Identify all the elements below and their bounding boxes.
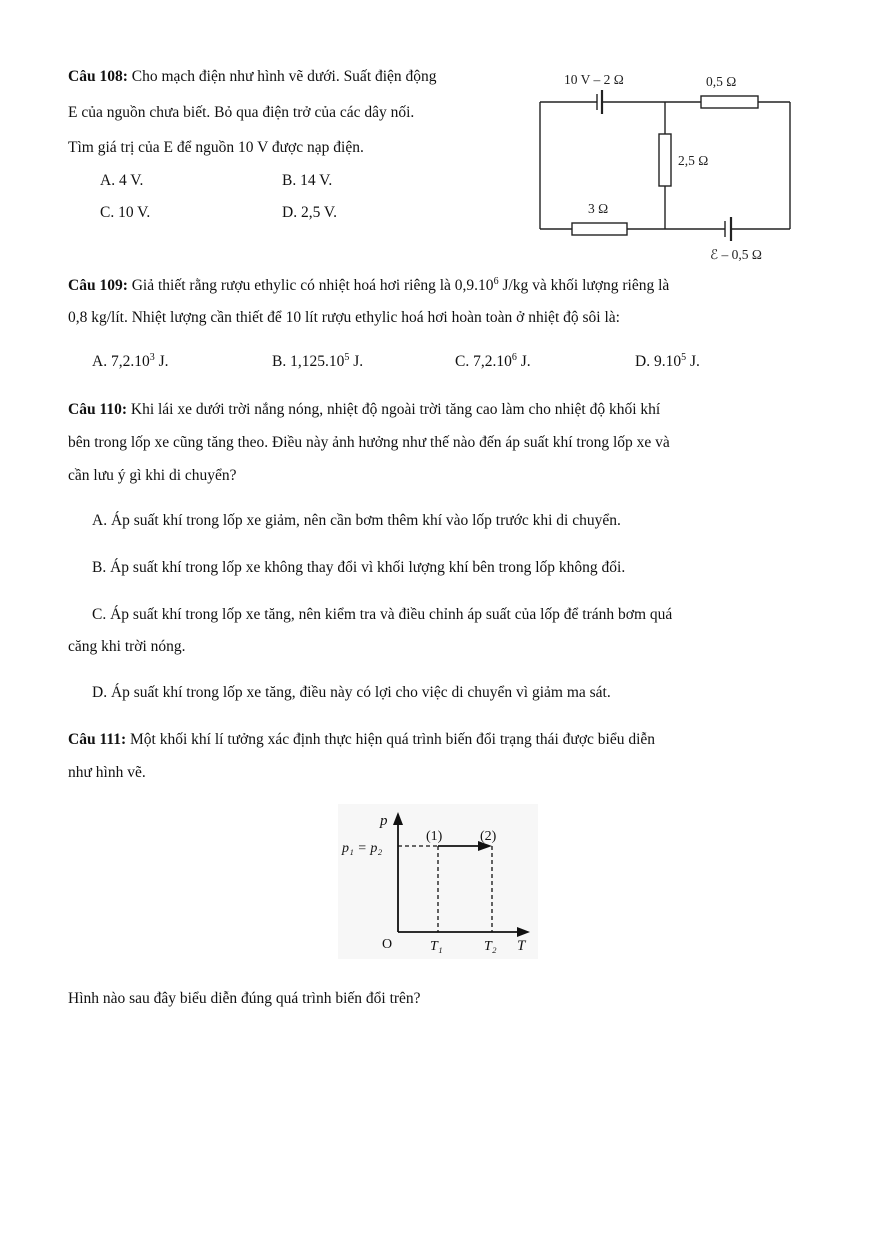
y-axis-label: p [380,813,388,829]
q110-title: Câu 110: [68,401,127,418]
q108-option-d[interactable]: D. 2,5 V. [282,204,337,221]
q108-option-a[interactable]: A. 4 V. [100,172,144,189]
t1-label: T₁ [430,939,443,954]
resistor-top [701,96,758,108]
q110-line3: cần lưu ý gì khi di chuyển? [68,467,237,484]
source2-label: ℰ – 0,5 Ω [710,247,762,262]
circuit-diagram [530,62,810,267]
q109-option-c[interactable]: C. 7,2.10$^6$ J. [455,351,531,370]
q111-question: Hình nào sau đây biểu diễn đúng quá trình biến đổi trên? [68,990,421,1007]
q110-option-d[interactable]: D. Áp suất khí trong lốp xe tăng, điều này có lợi cho việc di chuyển vì giảm ma sát. [92,684,611,701]
q110-option-a[interactable]: A. Áp suất khí trong lốp xe giảm, nên cần bơm thêm khí vào lốp trước khi di chuyển. [92,512,621,529]
q110-option-c-cont: căng khi trời nóng. [68,638,186,655]
p-label: p₁ = p₂ [342,841,383,856]
pt-graph [330,800,550,965]
q109-line2: 0,8 kg/lít. Nhiệt lượng cần thiết để 10 lít rượu ethylic hoá hơi hoàn toàn ở nhiệt độ sôi là: [68,309,620,326]
q111-title: Câu 111: [68,731,127,748]
q111-line1: Câu 111: Một khối khí lí tưởng xác định thực hiện quá trình biến đổi trạng thái được biểu diễn [68,731,656,748]
q110-line1: Câu 110: Khi lái xe dưới trời nắng nóng, nhiệt độ ngoài trời tăng cao làm cho nhiệt độ khối khí [68,401,661,418]
state2-label: (2) [480,829,497,844]
state1-label: (1) [426,829,443,844]
r-middle-label: 2,5 Ω [678,153,709,168]
q109-option-d[interactable]: D. 9.10$^5$ J. [635,351,700,370]
origin-label: O [382,937,393,952]
x-axis-label: T [517,938,526,954]
q108-option-c[interactable]: C. 10 V. [100,204,151,221]
q108-line3: Tìm giá trị của E để nguồn 10 V được nạp điện. [68,139,364,156]
q108-line2: E của nguồn chưa biết. Bỏ qua điện trở của các dây nối. [68,104,415,121]
q109-option-b[interactable]: B. 1,125.10$^5$ J. [272,351,364,370]
q108-option-b[interactable]: B. 14 V. [282,172,333,189]
source1-label: 10 V – 2 Ω [564,72,624,87]
battery-bottom-icon [725,217,731,241]
q109-option-a[interactable]: A. 7,2.10$^3$ J. [92,351,169,370]
q110-line2: bên trong lốp xe cũng tăng theo. Điều này ảnh hưởng như thế nào đến áp suất khí trong lốp xe và [68,434,670,451]
t2-label: T₂ [484,939,497,954]
resistor-bottom [572,223,627,235]
battery-top-icon [597,90,602,114]
q109-line1: Câu 109: Giả thiết rằng rượu ethylic có nhiệt hoá hơi riêng là 0,9.10$^6$ J/kg và khối lượng riêng là [68,275,670,294]
q110-option-c[interactable]: C. Áp suất khí trong lốp xe tăng, nên kiểm tra và điều chỉnh áp suất của lốp để tránh bơm quá [92,606,673,623]
q110-option-b[interactable]: B. Áp suất khí trong lốp xe không thay đổi vì khối lượng khí bên trong lốp không đổi. [92,559,626,576]
q109-title: Câu 109: [68,277,128,294]
q108-title: Câu 108: [68,68,128,85]
resistor-middle [659,134,671,186]
r-bottom-label: 3 Ω [588,201,609,216]
r-top-label: 0,5 Ω [706,74,737,89]
q111-line2: như hình vẽ. [68,764,146,781]
q108-line1: Câu 108: Cho mạch điện như hình vẽ dưới. Suất điện động [68,68,437,85]
